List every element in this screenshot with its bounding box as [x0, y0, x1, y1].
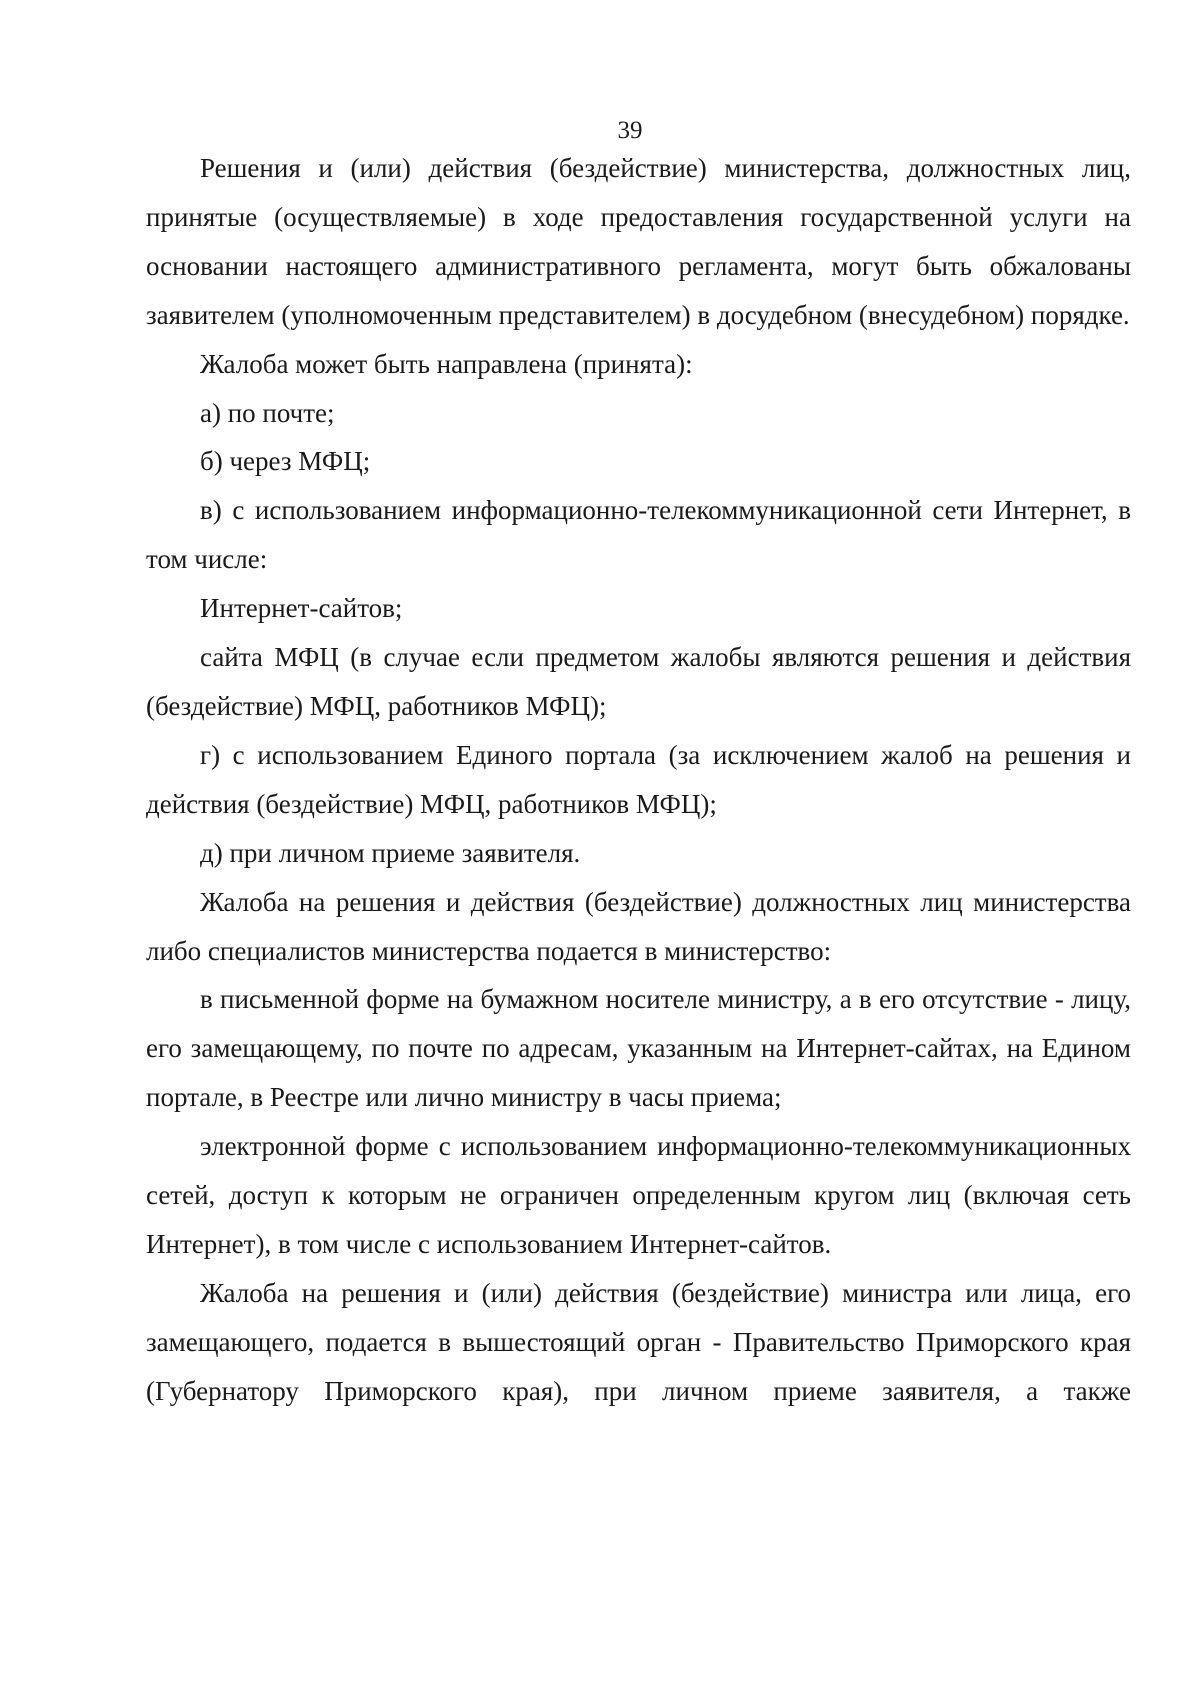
paragraph-complaint-channels: Жалоба может быть направлена (принята):: [200, 348, 693, 379]
paragraph-electronic-form: электронной форме с использованием информационно-телекоммуникационных сетей, доступ к которым не ограничен определенным кругом лиц (включая сеть Интернет), в том числе с использованием Интернет-сайтов.: [146, 1131, 1131, 1259]
paragraph-officials-complaint: Жалоба на решения и действия (бездействие) должностных лиц министерства либо специалистов министерства подается в министерство:: [146, 886, 1131, 966]
document-body: [146, 144, 1131, 1416]
list-item-personal-reception: д) при личном приеме заявителя.: [200, 837, 581, 868]
paragraph-written-form: в письменной форме на бумажном носителе министру, а в его отсутствие - лицу, его замещающему, по почте по адресам, указанным на Интернет-сайтах, на Едином портале, в Реестре или лично министру в часы приема;: [146, 984, 1131, 1113]
paragraph-appeal-decisions: Решения и (или) действия (бездействие) министерства, должностных лиц, принятые (осуществляемые) в ходе предоставления государственной услуги на основании настоящего административного регламента, могут быть обжалованы заявителем (уполномоченным представителем) в досудебном (внесудебном) порядке.: [146, 153, 1131, 330]
list-item-mfc-site: сайта МФЦ (в случае если предметом жалобы являются решения и действия (бездействие) МФЦ, работников МФЦ);: [146, 642, 1131, 721]
list-item-internet: в) с использованием информационно-телекоммуникационной сети Интернет, в том числе:: [146, 495, 1131, 575]
paragraph-minister-complaint: Жалоба на решения и (или) действия (бездействие) министра или лица, его замещающего, подается в вышестоящий орган - Правительство Приморского края (Губернатору Приморского края), при личном приеме заявителя, а также: [146, 1277, 1131, 1406]
list-item-by-mail: а) по почте;: [200, 397, 335, 428]
list-item-via-mfc: б) через МФЦ;: [200, 446, 371, 477]
page-number: 39: [617, 117, 643, 144]
list-item-unified-portal: г) с использованием Единого портала (за исключением жалоб на решения и действия (бездействие) МФЦ, работников МФЦ);: [146, 739, 1131, 819]
list-item-internet-sites: Интернет-сайтов;: [200, 593, 403, 624]
